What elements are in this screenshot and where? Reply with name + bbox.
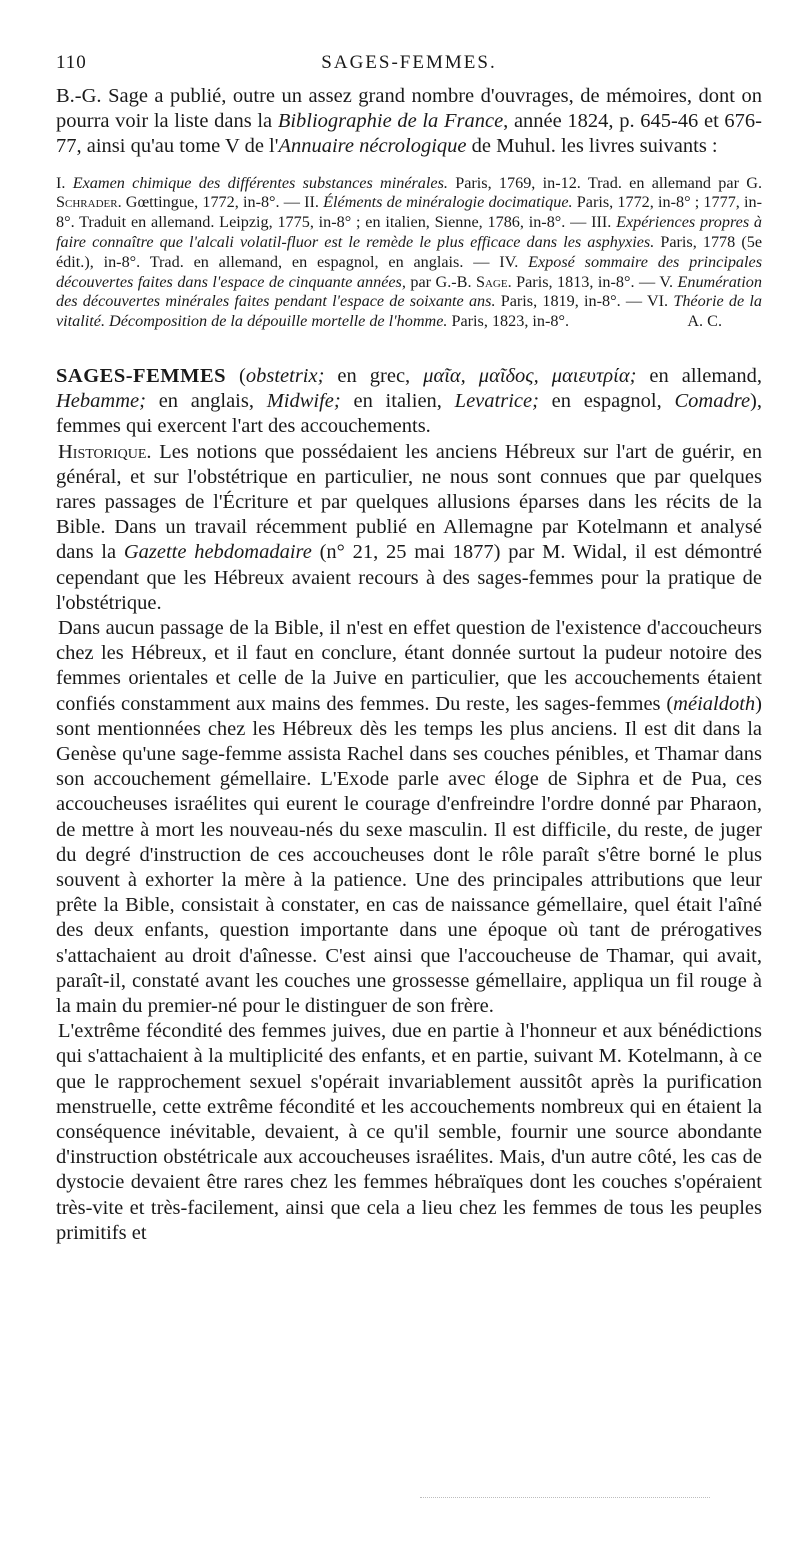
definition-text: ( [226, 364, 246, 387]
definition-text: ), femmes qui exercent l'art des accouchements. [56, 390, 762, 438]
body-text: (n° 21, 25 mai 1877) par M. Widal, il est démontré cependant que les Hébreux avaient recours à des sages-femmes pour la pratique de l'obstétrique. [56, 541, 763, 614]
historique-paragraph [56, 440, 762, 616]
work-details: Paris, 1778 (5e édit.), in-8°. Trad. en allemand, en espagnol, en anglais. — IV. [56, 233, 763, 271]
body-paragraph [56, 616, 762, 1019]
spanish-term: Comadre [674, 390, 751, 413]
definition-text: en espagnol, [538, 390, 675, 413]
body-text: Les notions que possédaient les anciens Hébreux sur l'art de guérir, en général, et sur l'obstétrique en particulier, ne nous sont connues que par quelques rares passages de l'Écriture et par quelques allusions éparses dans les récits de la Bible. Dans un travail récemment publié en Allemagne par Kotelmann et analysé dans la [56, 440, 762, 564]
running-head [56, 52, 762, 84]
work-title: Enumération des découvertes minérales faites pendant l'espace de soixante ans. [56, 272, 762, 311]
bio-text: , année 1824, p. 645-46 et 676-77, ainsi qu'au tome V de l' [56, 110, 762, 158]
biography-paragraph [56, 84, 762, 160]
definition-text: en grec, [324, 364, 424, 387]
greek-term: μαῖα, μαῖδος, μαιευτρία; [423, 364, 637, 387]
work-details: Paris, 1772, in-8° ; 1777, in-8°. Traduit en allemand. Leipzig, 1775, in-8° ; en italien, Sienne, 1786, in-8°. — III. [56, 193, 762, 232]
signature: A. C. [687, 312, 722, 331]
work-title: Exposé sommaire des principales découvertes faites dans l'espace de cinquante années, [56, 252, 762, 291]
german-term: Hebamme; [56, 390, 146, 413]
work-title: Expériences propres à faire connaître que l'alcali volatil-fluor est le remède le plus efficace dans les asphyxies. [56, 213, 762, 251]
article-sages-femmes [56, 364, 762, 1246]
latin-term: obstetrix; [245, 364, 325, 387]
work-title: Théorie de la vitalité. Décomposition de la dépouille mortelle de l'homme. [56, 292, 762, 331]
english-term: Midwife; [266, 390, 341, 413]
section-label: Historique. [58, 440, 152, 463]
page-number: 110 [56, 52, 87, 73]
work-details: Paris, 1819, in-8°. — VI. [495, 292, 674, 311]
works-list [56, 174, 762, 332]
work-details: . Paris, 1813, in-8°. — V. [507, 272, 678, 291]
work-details: . Gœttingue, 1772, in-8°. — II. [117, 193, 324, 212]
bio-title-annuaire: Annuaire nécrologique [278, 135, 467, 158]
running-title: SAGES-FEMMES. [321, 52, 497, 73]
bio-text: B.-G. Sage a publié, outre un assez grand nombre d'ouvrages, de mémoires, dont on pourra voir la liste dans la [56, 85, 762, 133]
headword: SAGES-FEMMES [56, 364, 227, 387]
work-details: Paris, 1823, in-8°. [447, 312, 570, 331]
body-paragraph: L'extrême fécondité des femmes juives, due en partie à l'honneur et aux bénédictions qui s'attachaient à la multiplicité des enfants, et en partie, suivant M. Kotelmann, à ce que le rapprochement sexuel s'opérait invariablement aussitôt après la purification menstruelle, cette extrême fécondité et les accouchements nombreux qui en étaient la conséquence inévitable, devaient, à ce qu'il semble, fournir une source abondante d'instruction obstétricale aux accoucheuses israélites. Mais, d'un autre côté, les cas de dystocie devaient être rares chez les femmes hébraïques dont les couches s'opéraient très-vite et très-facilement, ainsi que cela a lieu chez les femmes de tous les peuples primitifs et [56, 1020, 762, 1244]
journal-title: Gazette hebdomadaire [123, 541, 312, 564]
work-title: Examen chimique des différentes substances minérales. [72, 173, 448, 192]
page [56, 52, 762, 1246]
translator-name: Schrader [56, 193, 118, 212]
body-text: Dans aucun passage de la Bible, il n'est en effet question de l'existence d'accoucheurs chez les Hébreux, et il faut en conclure, étant donnée surtout la pudeur notoire des femmes orientales et celle de la Juive en particulier, que les accouchements étaient confiés constamment aux mains des femmes. Du reste, les sages-femmes ( [56, 617, 762, 715]
work-title: Éléments de minéralogie docimatique. [323, 193, 573, 212]
definition-text: en anglais, [145, 390, 267, 413]
work-details: par G.-B. [405, 272, 476, 291]
bio-title-bibliographie: Bibliographie de la France [277, 110, 504, 133]
author-name: Sage [475, 272, 508, 291]
work-details: Paris, 1769, in-12. Trad. en allemand par G. [447, 173, 762, 192]
body-text: ) sont mentionnées chez les Hébreux dès les temps les plus anciens. Il est dit dans la Genèse qu'une sage-femme assista Rachel dans ses couches pénibles, et Thamar dans son accouchement gémellaire. L'Exode parle avec éloge de Siphra et de Pua, ces accoucheuses israélites qui eurent le courage d'enfreindre l'ordre donné par Pharaon, de mettre à mort les nouveau-nés du sexe masculin. Il est difficile, du reste, de juger du degré d'instruction de ces accoucheuses dont le rôle paraît s'être borné le plus souvent à exhorter la mère à la patience. Une des principales attributions que leur prête la Bible, consistait à constater, en cas de naissance gémellaire, quel était l'aîné des deux enfants, question importante dans une époque où tant de prérogatives s'attachaient au droit d'aînesse. C'est ainsi que l'accoucheuse de Thamar, qui avait, paraît-il, constaté avant les couches une grossesse gémellaire, appliqua un fil rouge à la main du premier-né pour le distinguer de son frère. [56, 692, 762, 1018]
definition-text: en allemand, [636, 364, 763, 387]
italian-term: Levatrice; [454, 390, 539, 413]
hebrew-term: méialdoth [673, 692, 756, 715]
article-definition [56, 364, 762, 440]
definition-text: en italien, [340, 390, 455, 413]
work-number: I. [56, 173, 73, 192]
footer-rule [420, 1497, 710, 1498]
bio-text: de Muhul. les livres suivants : [466, 135, 718, 158]
